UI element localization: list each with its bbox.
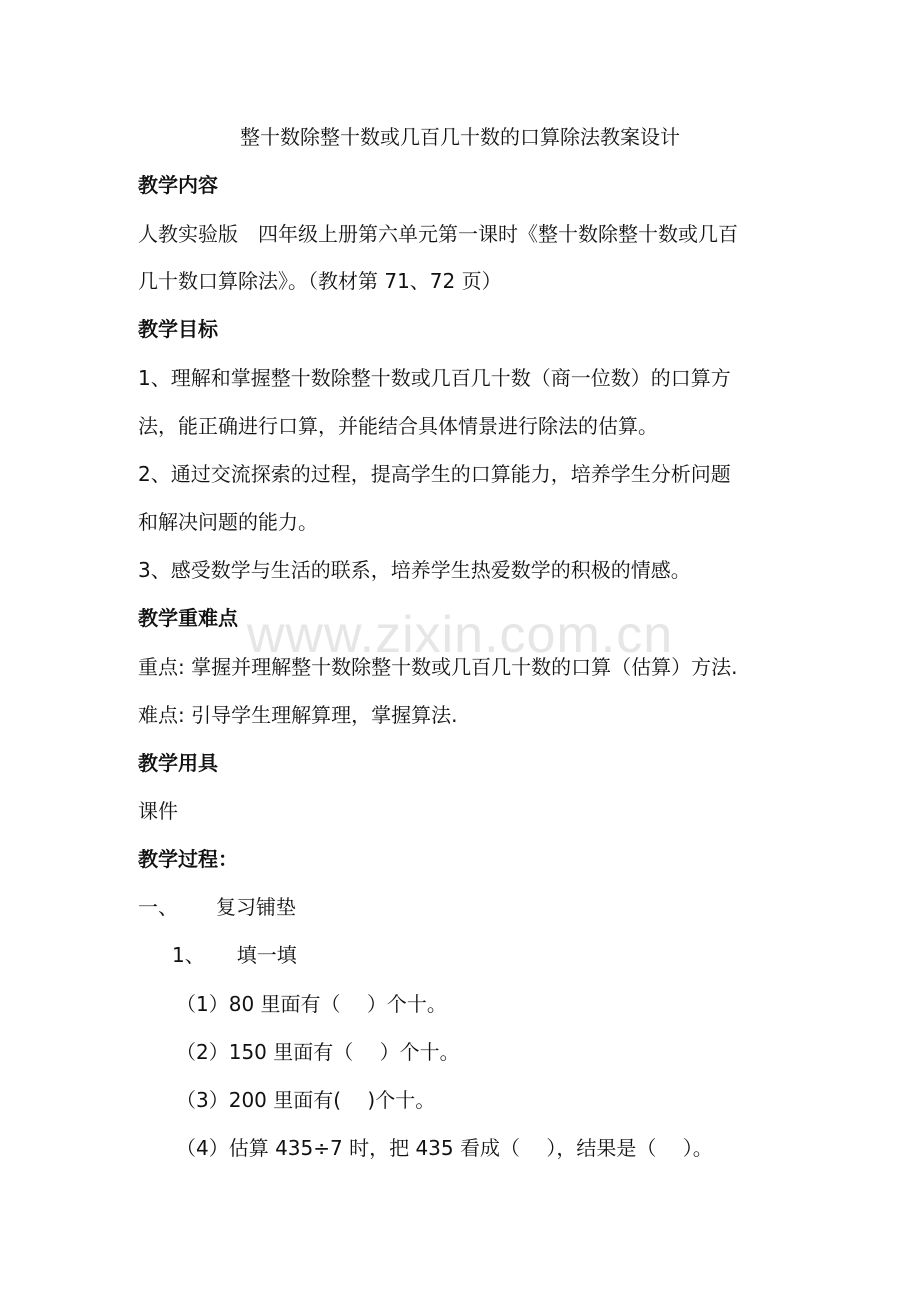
tools-text: 课件 — [138, 799, 178, 823]
difficult-point: 难点: 引导学生理解算理，掌握算法. — [138, 703, 458, 727]
goal-2-line-2: 和解决问题的能力。 — [138, 510, 318, 534]
key-point: 重点: 掌握并理解整十数除整十数或几百几十数的口算（估算）方法. — [138, 655, 738, 679]
question-2: （2）150 里面有（ ）个十。 — [176, 1040, 460, 1064]
sub-step-1-label: 填一填 — [236, 943, 297, 967]
content-line-2: 几十数口算除法》。（教材第 71、72 页） — [138, 269, 502, 293]
tools-heading: 教学用具 — [138, 751, 218, 775]
process-heading: 教学过程： — [138, 847, 238, 871]
sub-step-1 — [172, 940, 822, 970]
goals-heading: 教学目标 — [138, 317, 218, 341]
step-1-label: 复习铺垫 — [216, 895, 296, 919]
question-3: （3）200 里面有( )个十。 — [176, 1088, 436, 1112]
question-1: （1）80 里面有（ ）个十。 — [176, 992, 447, 1016]
goal-1-line-2: 法，能正确进行口算，并能结合具体情景进行除法的估算。 — [138, 414, 658, 438]
sub-step-1-number: 1、 — [172, 943, 205, 967]
watermark: www.zixin.com.cn — [246, 606, 674, 664]
question-4: （4）估算 435÷7 时，把 435 看成（ ），结果是（ ）。 — [176, 1136, 713, 1160]
goal-2-line-1: 2、通过交流探索的过程，提高学生的口算能力，培养学生分析问题 — [138, 462, 731, 486]
content-line-1: 人教实验版 四年级上册第六单元第一课时《整十数除整十数或几百 — [138, 222, 738, 246]
document-title: 整十数除整十数或几百几十数的口算除法教案设计 — [240, 125, 680, 149]
content-heading: 教学内容 — [138, 173, 218, 197]
key-difficult-heading: 教学重难点 — [138, 606, 238, 630]
step-1 — [138, 892, 788, 922]
goal-1-line-1: 1、理解和掌握整十数除整十数或几百几十数（商一位数）的口算方 — [138, 366, 731, 390]
goal-3: 3、感受数学与生活的联系，培养学生热爱数学的积极的情感。 — [138, 558, 691, 582]
step-1-number: 一、 — [138, 895, 178, 919]
